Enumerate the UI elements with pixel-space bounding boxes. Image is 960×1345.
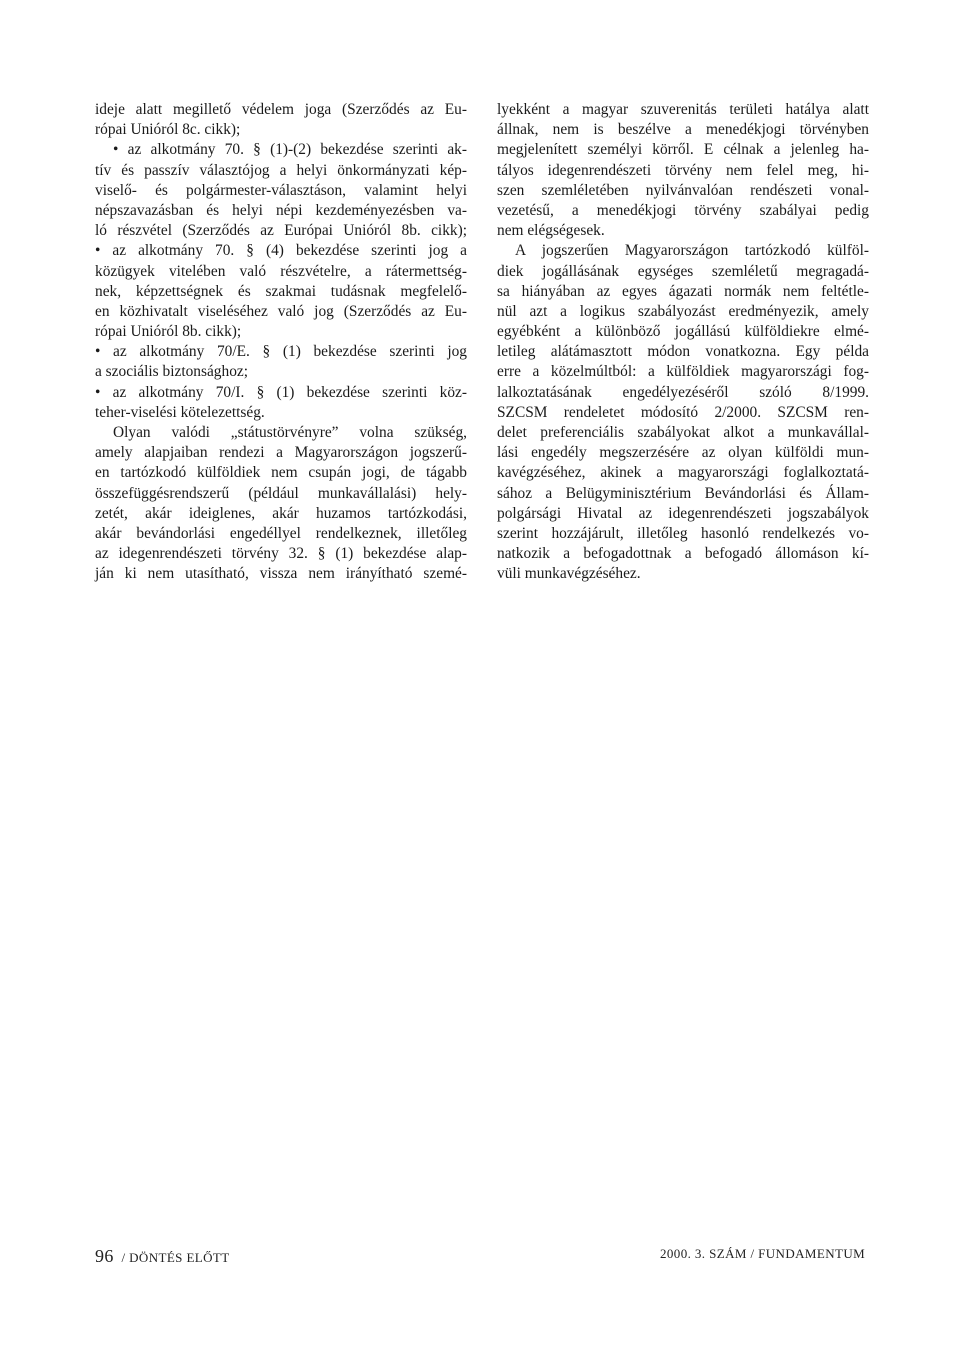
issue-label: 2000. 3. SZÁM / FUNDAMENTUM: [660, 1246, 866, 1261]
text-line: nem elégségesek.: [497, 222, 605, 240]
text-line: lalkoztatásának engedélyezéséről szóló 8/1999.: [497, 383, 869, 401]
text-line: közügyek vitelében való részvételre, a rátermettség-: [95, 262, 467, 280]
text-line: nek, képzettségnek és szakmai tudásnak megfelelő-: [95, 282, 467, 300]
text-line: a szociális biztonsághoz;: [95, 363, 249, 381]
text-line: tív és passzív választójog a helyi önkormányzati kép-: [95, 161, 467, 179]
bullet-item: • az alkotmány 70/I. § (1) bekezdése szerinti köz-: [95, 383, 467, 401]
text-line: tályos idegenrendészeti törvény nem felel meg, hi-: [497, 161, 869, 179]
paragraph-start: A jogszerűen Magyarországon tartózkodó külföl-: [515, 242, 869, 260]
text-line: lyekként a magyar szuverenitás területi hatálya alatt: [497, 101, 869, 118]
text-line: erre a közelmúltból: a külföldiek magyarországi fog-: [497, 363, 869, 381]
text-line: szerint hozzájárult, illetőleg hasonló rendelkezés vo-: [497, 524, 869, 542]
text-line: polgársági Hivatal az idegenrendészeti jogszabályok: [497, 504, 869, 522]
text-line: szen szemléletében nyilvánvalóan rendészeti vonal-: [497, 181, 869, 199]
text-line: egyébként a különböző jogállású külföldiekre elmé-: [497, 323, 869, 341]
text-line: sához a Belügyminisztérium Bevándorlási és Állam-: [497, 484, 869, 502]
text-line: SZCSM rendeletet módosító 2/2000. SZCSM ren-: [497, 403, 869, 421]
bullet-item: • az alkotmány 70. § (1)-(2) bekezdése szerinti ak-: [113, 141, 467, 159]
text-line: ló részvétel (Szerződés az Európai Unióról 8b. cikk);: [95, 222, 467, 240]
text-line: rópai Unióról 8b. cikk);: [95, 323, 242, 341]
paragraph-start: Olyan valódi „státustörvényre” volna szükség,: [113, 424, 467, 441]
text-line: teher-viselési kötelezettség.: [95, 403, 265, 421]
text-line: en tartózkodó külföldiek nem csupán jogi, de tágabb: [95, 464, 467, 482]
text-line: kavégzéséhez, akinek a magyarországi foglalkoztatá-: [497, 464, 869, 482]
text-line: natkozik a befogadottnak a befogadó állomáson kí-: [497, 545, 869, 563]
footer-right: [660, 1246, 865, 1262]
text-line: zetét, akár ideiglenes, akár huzamos tartózkodási,: [95, 504, 467, 522]
text-line: vezetésű, a menedékjogi törvény szabályai pedig: [497, 201, 869, 219]
text-line: népszavazásban és helyi népi kezdeményezésben va-: [95, 201, 467, 219]
text-line: ideje alatt megillető védelem joga (Szerződés az Eu-: [95, 101, 467, 118]
text-line: amely alapjaiban rendezi a Magyarországon jogszerű-: [95, 444, 467, 462]
page-number: 96: [95, 1246, 114, 1266]
text-line: rópai Unióról 8c. cikk);: [95, 121, 241, 139]
text-line: az idegenrendészeti törvény 32. § (1) bekezdése alap-: [95, 545, 467, 563]
text-line: ján ki nem utasítható, vissza nem irányítható szemé-: [95, 565, 467, 583]
text-line: megjelenített személyi körről. E célnak a jelenleg ha-: [497, 141, 869, 159]
text-line: en közhivatalt viseléséhez való jog (Szerződés az Eu-: [95, 302, 467, 320]
text-line: sa hiányában az egyes ágazati normák nem feltétle-: [497, 282, 869, 300]
text-line: viselő- és polgármester-választáson, valamint helyi: [95, 181, 467, 199]
text-line: delet preferenciális szabályokat alkot a munkavállal-: [497, 424, 869, 441]
text-line: akár bevándorlási engedéllyel rendelkeznek, illetőleg: [95, 524, 467, 542]
text-line: letileg alátámasztott módon vonatkozna. Egy példa: [497, 343, 869, 361]
left-column: [95, 100, 467, 585]
footer-left: [95, 1246, 230, 1267]
right-column: [497, 100, 869, 585]
text-line: vüli munkavégzéséhez.: [497, 565, 641, 583]
text-line: nül azt a logikus szabályozást eredményezik, amely: [497, 302, 869, 320]
text-line: lási engedély megszerzésére az olyan külföldi mun-: [497, 444, 869, 462]
bullet-item: • az alkotmány 70/E. § (1) bekezdése szerinti jog: [95, 343, 467, 361]
text-line: állnak, nem is beszélve a menedékjogi törvényben: [497, 121, 869, 139]
text-line: diek jogállásának egységes szemléletű megragadá-: [497, 262, 869, 280]
bullet-item: • az alkotmány 70. § (4) bekezdése szerinti jog a: [95, 242, 467, 260]
text-line: összefüggésrendszerű (például munkavállalási) hely-: [95, 484, 467, 502]
section-label: / DÖNTÉS ELŐTT: [121, 1250, 230, 1265]
